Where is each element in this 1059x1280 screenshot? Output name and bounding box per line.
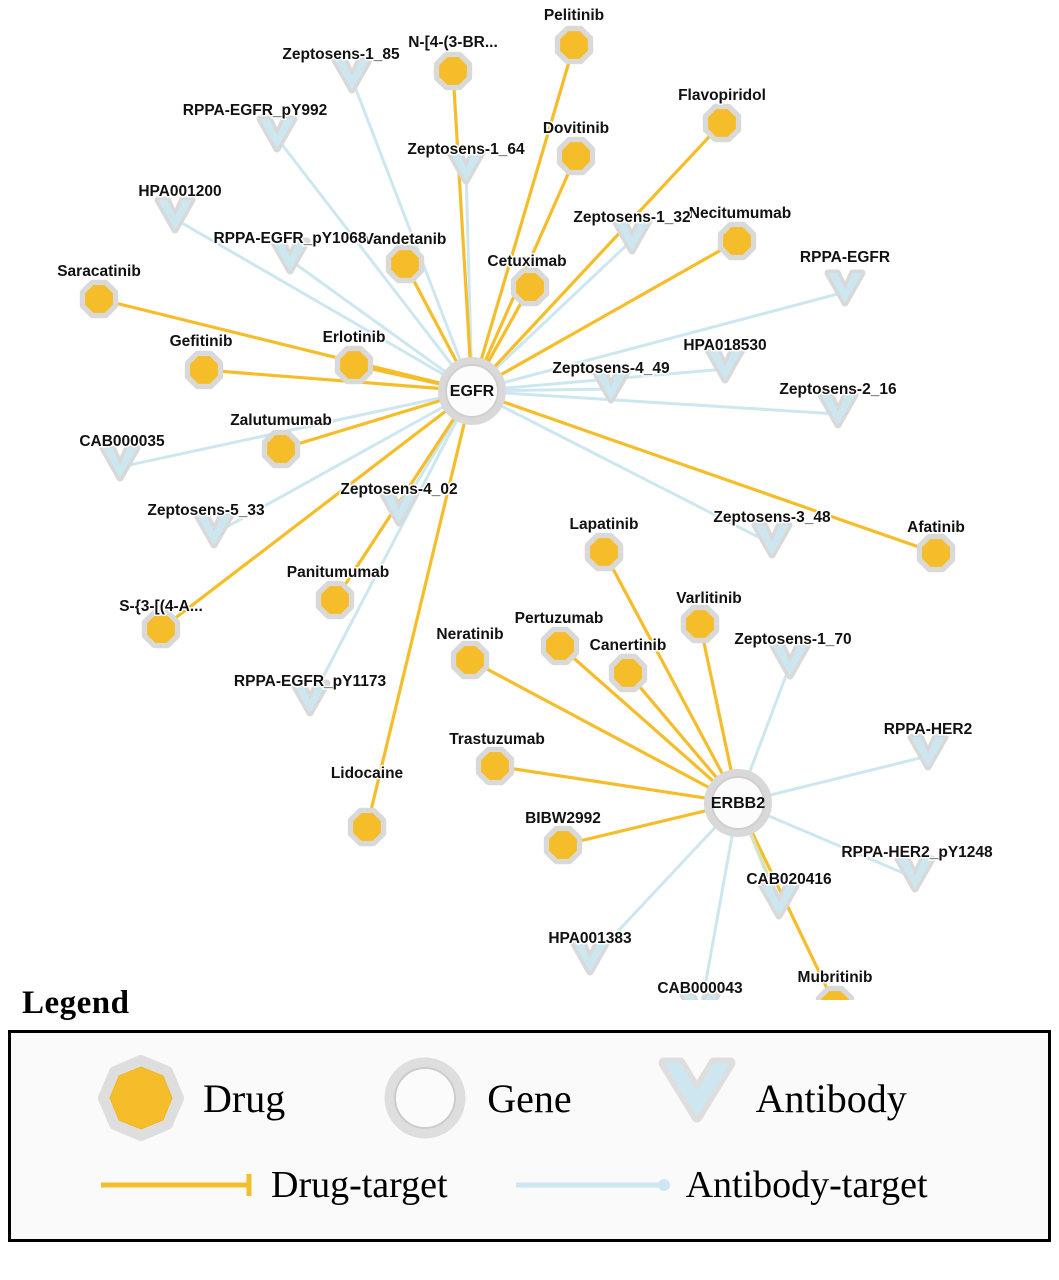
drug-node[interactable] <box>439 57 467 85</box>
drug-node-label: Gefitinib <box>169 333 233 351</box>
antibody-node-label: RPPA-HER2_pY1248 <box>841 844 993 862</box>
drug-node[interactable] <box>708 109 736 137</box>
drug-node[interactable] <box>686 610 714 638</box>
antibody-node-label: Zeptosens-1_85 <box>282 46 400 64</box>
drug-node-label: Afatinib <box>907 519 965 537</box>
legend-item-antibody <box>652 1055 907 1141</box>
gene-icon <box>377 1055 473 1141</box>
antibody-target-edge <box>277 138 472 391</box>
drug-node-label: Flavopiridol <box>678 87 766 105</box>
drug-target-edge <box>472 45 574 391</box>
drug-node[interactable] <box>922 539 950 567</box>
antibody-node-label: HPA001383 <box>548 930 632 948</box>
legend <box>8 985 1051 1242</box>
antibody-node-label: Zeptosens-2_16 <box>779 381 897 399</box>
antibody-node-label: CAB020416 <box>746 871 832 889</box>
antibody-node-label: RPPA-EGFR_pY1173 <box>233 673 387 691</box>
legend-item-drug <box>93 1055 285 1141</box>
drug-node-label: S-{3-[(4-A... <box>119 598 203 616</box>
drug-node[interactable] <box>614 659 642 687</box>
drug-node-label: Neratinib <box>436 626 504 644</box>
legend-item-antibody-target <box>514 1163 928 1207</box>
legend-item-gene <box>377 1055 571 1141</box>
drug-node[interactable] <box>546 632 574 660</box>
antibody-node-label: Zeptosens-1_32 <box>573 209 691 227</box>
drug-node[interactable] <box>391 250 419 278</box>
antibody-node-label: HPA018530 <box>683 337 767 355</box>
drug-node-label: Pertuzumab <box>514 610 604 628</box>
drug-node-label: Lapatinib <box>569 516 639 534</box>
antibody-node-label: RPPA-HER2 <box>883 721 973 739</box>
antibody-node-label: CAB000043 <box>657 980 743 998</box>
drug-node-label: Mubritinib <box>797 969 873 987</box>
drug-node[interactable] <box>562 142 590 170</box>
antibody-node-label: Zeptosens-1_70 <box>734 631 852 649</box>
antibody-node-label: Zeptosens-3_48 <box>713 509 831 527</box>
antibody-node-label: RPPA-EGFR_pY1068 <box>213 230 367 248</box>
drug-node-label: Varlitinib <box>676 590 742 608</box>
antibody-node-label: Zeptosens-4_49 <box>552 360 670 378</box>
drug-node-label: Dovitinib <box>542 120 610 138</box>
drug-node-label: Erlotinib <box>322 329 386 347</box>
legend-label-antibody-target: Antibody-target <box>685 1164 928 1206</box>
drug-node[interactable] <box>549 831 577 859</box>
drug-node-label: Saracatinib <box>57 263 141 281</box>
legend-item-drug-target <box>99 1163 448 1207</box>
legend-box <box>8 1030 1051 1242</box>
antibody-node-label: RPPA-EGFR_pY992 <box>182 102 328 120</box>
legend-label-drug-target: Drug-target <box>271 1164 448 1206</box>
antibody-node-label: CAB000035 <box>79 433 165 451</box>
drug-node-label: Pelitinib <box>543 7 605 25</box>
drug-node-label: Necitumumab <box>688 205 792 223</box>
gene-node-label: ERBB2 <box>710 795 766 813</box>
drug-node-label: BIBW2992 <box>525 810 601 828</box>
drug-target-edge <box>472 391 936 553</box>
drug-node[interactable] <box>456 646 484 674</box>
antibody-target-edge <box>310 391 472 702</box>
drug-icon <box>93 1055 189 1141</box>
antibody-node-label: Zeptosens-5_33 <box>147 502 265 520</box>
drug-node[interactable] <box>723 227 751 255</box>
drug-node-label: Canertinib <box>589 637 667 655</box>
drug-node-label: Panitumumab <box>286 564 390 582</box>
drug-node-label: Lidocaine <box>330 765 404 783</box>
drug-node[interactable] <box>560 31 588 59</box>
legend-label-antibody: Antibody <box>755 1075 907 1121</box>
antibody-node-label: RPPA-EGFR <box>799 249 891 267</box>
drug-node[interactable] <box>147 615 175 643</box>
drug-node[interactable] <box>190 356 218 384</box>
drug-node-label: N-[4-(3-BR... <box>408 34 498 52</box>
antibody-icon <box>652 1055 742 1141</box>
antibody-node-label: HPA001200 <box>138 183 222 201</box>
drug-node[interactable] <box>590 538 618 566</box>
labels-layer <box>57 7 993 997</box>
drug-node[interactable] <box>321 586 349 614</box>
drug-node-label: Cetuximab <box>487 253 567 271</box>
legend-title: Legend <box>22 985 130 1021</box>
drug-edge-icon <box>99 1170 261 1200</box>
legend-label-gene: Gene <box>487 1075 572 1121</box>
antibody-node-label: Zeptosens-1_64 <box>407 141 525 159</box>
gene-node-label: EGFR <box>449 383 495 401</box>
drug-node-label: Vandetanib <box>363 231 447 249</box>
legend-label-drug: Drug <box>203 1075 286 1121</box>
drug-node[interactable] <box>353 813 381 841</box>
antibody-node-label: Zeptosens-4_02 <box>340 481 458 499</box>
drug-node[interactable] <box>516 273 544 301</box>
drug-node-label: Trastuzumab <box>449 731 545 749</box>
drug-node[interactable] <box>340 351 368 379</box>
drug-node[interactable] <box>267 435 295 463</box>
drug-node[interactable] <box>85 285 113 313</box>
drug-node-label: Zalutumumab <box>230 412 332 430</box>
antibody-edge-icon <box>514 1170 676 1200</box>
drug-node[interactable] <box>481 752 509 780</box>
drug-target-edge <box>367 391 472 827</box>
